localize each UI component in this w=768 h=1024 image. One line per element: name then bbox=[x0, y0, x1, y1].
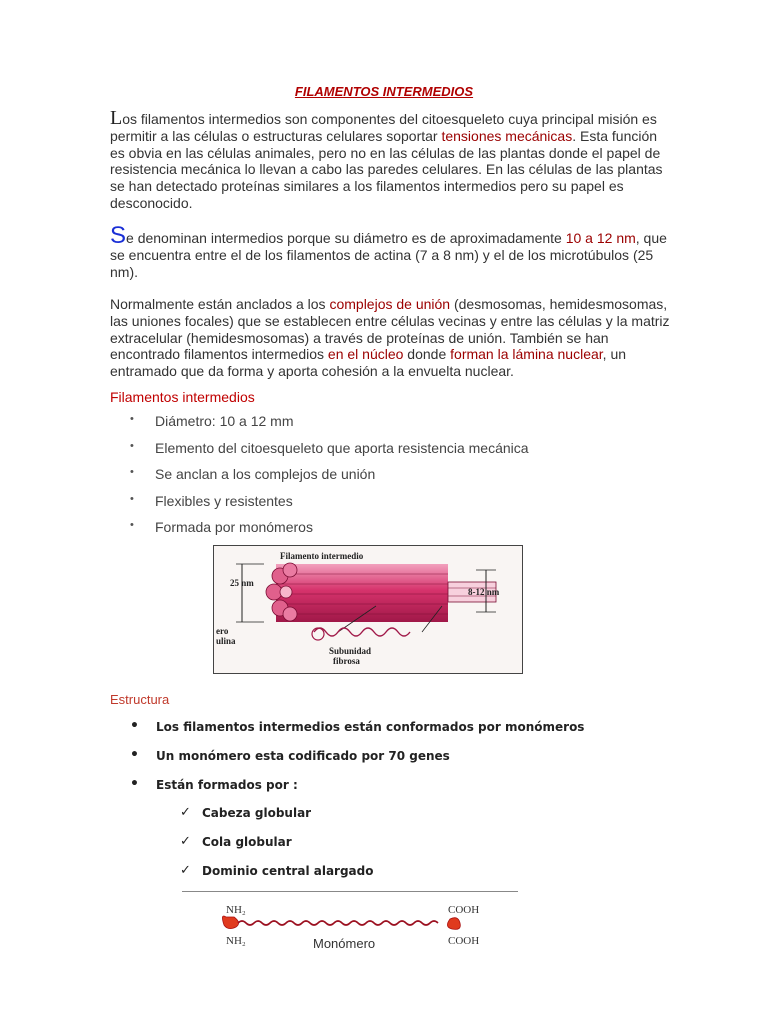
section-heading-structure: Estructura bbox=[110, 692, 170, 707]
fibrous-subunit-coil bbox=[314, 628, 410, 636]
bullet-list-properties bbox=[130, 413, 529, 546]
cut-label-2: ulina bbox=[216, 636, 236, 646]
divider-line bbox=[182, 891, 518, 892]
paragraph-text: e denominan intermedios porque su diámetro es de aproximadamente bbox=[126, 230, 566, 246]
list-item: • Están formados por : bbox=[130, 778, 584, 807]
label-nh2-bottom: NH₂ bbox=[226, 935, 246, 947]
paragraph-definition bbox=[110, 107, 670, 212]
paragraph-text: . Esta función es obvia en las células animales, pero no en las células de las plantas donde el papel de resistencia mecánica lo llevan a cabo las paredes celulares. En las células de las plantas se han detectado proteínas similares a los filamentos intermedios pero su papel es desconocido. bbox=[110, 127, 663, 211]
section-heading-filaments: Filamentos intermedios bbox=[110, 389, 255, 405]
cut-label-1: ero bbox=[216, 626, 229, 636]
label-monomer: Monómero bbox=[313, 936, 376, 951]
paragraph-text: donde bbox=[403, 346, 451, 363]
label-25nm: 25 nm bbox=[230, 578, 254, 588]
list-item: • Diámetro: 10 a 12 mm bbox=[130, 413, 529, 440]
globular-head bbox=[222, 916, 238, 929]
check-item-label: Dominio central alargado bbox=[202, 864, 374, 878]
drop-cap: S bbox=[110, 222, 127, 249]
label-intermediate-filament: Filamento intermedio bbox=[280, 551, 364, 561]
globular-tail bbox=[447, 918, 460, 930]
label-cooh-bottom: COOH bbox=[448, 935, 480, 947]
label-fibrous: fibrosa bbox=[333, 656, 360, 666]
paragraph-text: (desmosomas, hemidesmosomas, las uniones focales) que se establecen entre células vecinas y entre las células y la matriz extracelular (hemidesmosomas) a través de proteínas de unión. También se han encontrado filamentos intermedios bbox=[110, 296, 670, 363]
list-item: • Un monómero esta codificado por 70 genes bbox=[130, 749, 584, 778]
list-item: • Los filamentos intermedios están conformados por monómeros bbox=[130, 720, 584, 749]
filament-illustration bbox=[214, 546, 522, 673]
drop-cap: L bbox=[110, 107, 123, 129]
filament-body bbox=[276, 564, 448, 622]
highlighted-term: complejos de unión bbox=[329, 296, 451, 312]
page-title: FILAMENTOS INTERMEDIOS bbox=[294, 84, 474, 99]
checkmark-icon: ✓ bbox=[180, 834, 191, 849]
label-subunit: Subunidad bbox=[329, 646, 372, 656]
label-cooh-top: COOH bbox=[448, 904, 480, 916]
list-item: • Elemento del citoesqueleto que aporta resistencia mecánica bbox=[130, 440, 529, 467]
check-item bbox=[180, 835, 374, 864]
list-item: • Flexibles y resistentes bbox=[130, 493, 529, 520]
filament-cross-section bbox=[266, 563, 297, 621]
highlighted-term: en el núcleo bbox=[327, 346, 404, 363]
central-rod-domain bbox=[238, 921, 438, 925]
check-item bbox=[180, 806, 374, 835]
paragraph-text: os filamentos intermedios son componentes del citoesqueleto cuya principal misión es permitir a las células o estructuras celulares soportar bbox=[110, 111, 657, 144]
checkmark-icon: ✓ bbox=[180, 805, 191, 820]
check-item-label: Cola globular bbox=[202, 835, 292, 849]
monomer-diagram bbox=[182, 893, 518, 955]
check-item bbox=[180, 864, 374, 893]
highlighted-term: forman la lámina nuclear bbox=[450, 346, 603, 363]
label-8-12nm: 8-12 nm bbox=[468, 587, 500, 597]
checkmark-icon: ✓ bbox=[180, 863, 191, 878]
filament-diagram bbox=[213, 545, 523, 674]
highlighted-term: 10 a 12 nm bbox=[565, 230, 636, 246]
checklist-components bbox=[180, 806, 374, 893]
paragraph-text: Normalmente están anclados a los bbox=[110, 296, 330, 312]
check-item-label: Cabeza globular bbox=[202, 806, 312, 820]
paragraph-diameter bbox=[110, 222, 670, 280]
label-nh2-top: NH₂ bbox=[226, 904, 246, 916]
monomer-illustration bbox=[182, 893, 518, 955]
list-item: • Se anclan a los complejos de unión bbox=[130, 466, 529, 493]
paragraph-text: , un entramado que da forma y aporta cohesión a la envuelta nuclear. bbox=[110, 346, 627, 380]
list-item: • Formada por monómeros bbox=[130, 519, 529, 546]
paragraph-text: , que se encuentra entre el de los filamentos de actina (7 a 8 nm) y el de los microtúbulos (25 nm). bbox=[110, 230, 667, 280]
bullet-list-structure bbox=[130, 720, 584, 807]
paragraph-anchoring bbox=[110, 296, 670, 380]
highlighted-term: tensiones mecánicas bbox=[441, 127, 573, 144]
